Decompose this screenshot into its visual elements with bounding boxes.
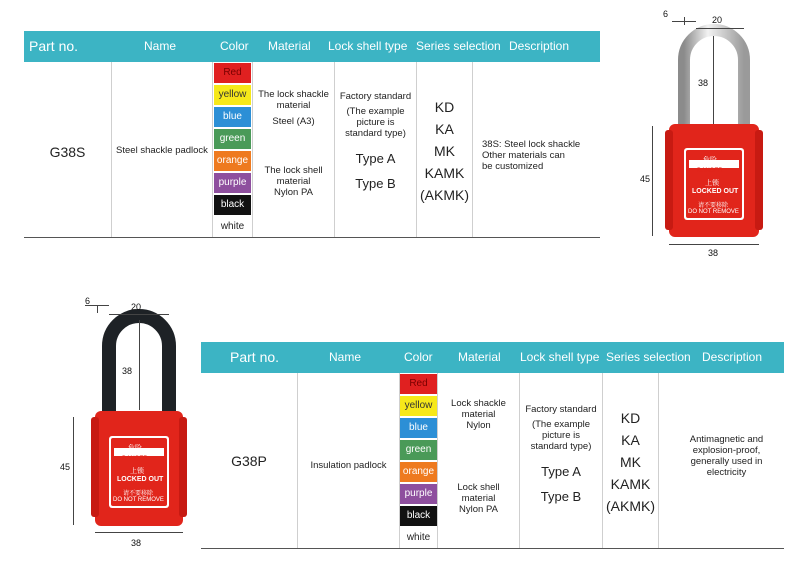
part-number: G38P bbox=[231, 453, 267, 469]
label-cn-remove: 请不要移除 bbox=[698, 203, 729, 209]
material-shackle: The lock shackle material Steel (A3) bbox=[258, 89, 329, 127]
color-swatch: green bbox=[214, 129, 251, 149]
header-lock-shell-type: Lock shell type bbox=[520, 350, 600, 364]
dim-38-height: 38 bbox=[122, 366, 133, 376]
series-selection: KD KA MK KAMK (AKMK) bbox=[420, 99, 469, 203]
dim-45: 45 bbox=[60, 462, 71, 472]
label-cn-danger: 危险 bbox=[128, 445, 142, 452]
color-swatch: white bbox=[400, 528, 437, 548]
header-material: Material bbox=[268, 39, 311, 53]
label-locked-out: LOCKED OUT bbox=[692, 188, 739, 195]
label-danger: DANGER bbox=[697, 168, 723, 174]
color-swatch: orange bbox=[214, 151, 251, 171]
label-do-not-remove: DO NOT REMOVE bbox=[113, 497, 164, 503]
color-swatch: Red bbox=[214, 63, 251, 83]
color-swatch: Red bbox=[400, 374, 437, 394]
spec-table-g38p bbox=[201, 342, 784, 549]
lock-shell-type: Factory standard (The example picture is standard type) Type A Type B bbox=[525, 404, 597, 504]
header-description: Description bbox=[509, 39, 570, 53]
table-header bbox=[201, 342, 784, 373]
dim-6: 6 bbox=[663, 9, 669, 19]
series-selection: KD KA MK KAMK (AKMK) bbox=[606, 410, 655, 514]
color-swatch: purple bbox=[400, 484, 437, 504]
material-shackle: Lock shackle material Nylon bbox=[451, 398, 506, 431]
color-swatch: purple bbox=[214, 173, 251, 193]
header-description: Description bbox=[702, 350, 763, 364]
color-swatch: yellow bbox=[214, 85, 251, 105]
header-material: Material bbox=[458, 350, 501, 364]
header-series-selection: Series selection bbox=[416, 39, 501, 53]
label-locked-out: LOCKED OUT bbox=[117, 476, 164, 483]
dim-38-height: 38 bbox=[698, 78, 709, 88]
header-color: Color bbox=[404, 350, 433, 364]
dim-45: 45 bbox=[640, 174, 651, 184]
color-swatch: orange bbox=[400, 462, 437, 482]
color-swatch: black bbox=[400, 506, 437, 526]
header-series-selection: Series selection bbox=[606, 350, 691, 364]
color-swatch: green bbox=[400, 440, 437, 460]
dim-38-width: 38 bbox=[131, 538, 142, 548]
part-number: G38S bbox=[49, 144, 86, 160]
label-cn-danger: 危险 bbox=[703, 157, 717, 164]
color-swatch: white bbox=[214, 217, 251, 237]
label-cn-locked: 上锁 bbox=[130, 468, 144, 475]
padlock-insulation-drawing bbox=[55, 296, 205, 551]
table-header bbox=[24, 31, 600, 62]
header-lock-shell-type: Lock shell type bbox=[328, 39, 408, 53]
product-name: Steel shackle padlock bbox=[116, 145, 208, 156]
dim-20: 20 bbox=[712, 15, 723, 25]
label-cn-remove: 请不要移除 bbox=[123, 491, 154, 497]
header-name: Name bbox=[144, 39, 177, 53]
header-color: Color bbox=[220, 39, 249, 53]
label-cn-locked: 上锁 bbox=[705, 180, 719, 187]
padlock-steel-image bbox=[640, 8, 790, 263]
color-swatch: black bbox=[214, 195, 251, 215]
material-shell: The lock shell material Nylon PA bbox=[264, 165, 323, 198]
label-danger: DANGER bbox=[122, 456, 148, 462]
padlock-steel-drawing bbox=[640, 8, 790, 263]
label-do-not-remove: DO NOT REMOVE bbox=[688, 209, 739, 215]
header-part-no: Part no. bbox=[230, 349, 280, 365]
padlock-insulation-image bbox=[55, 296, 205, 551]
color-swatch: yellow bbox=[400, 396, 437, 416]
dim-38-width: 38 bbox=[708, 248, 719, 258]
description: Antimagnetic and explosion-proof, generally used in electricity bbox=[689, 434, 764, 478]
spec-table-g38s bbox=[24, 31, 600, 238]
dim-20: 20 bbox=[131, 302, 142, 312]
description: 38S: Steel lock shackle Other materials can be customized bbox=[482, 139, 581, 172]
lock-shell-type: Factory standard (The example picture is standard type) Type A Type B bbox=[339, 91, 412, 191]
material-shell: Lock shell material Nylon PA bbox=[457, 482, 500, 515]
dim-6: 6 bbox=[85, 296, 91, 306]
color-swatch: blue bbox=[400, 418, 437, 438]
header-part-no: Part no. bbox=[29, 38, 79, 54]
header-name: Name bbox=[329, 350, 362, 364]
product-name: Insulation padlock bbox=[310, 460, 387, 471]
color-swatch: blue bbox=[214, 107, 251, 127]
